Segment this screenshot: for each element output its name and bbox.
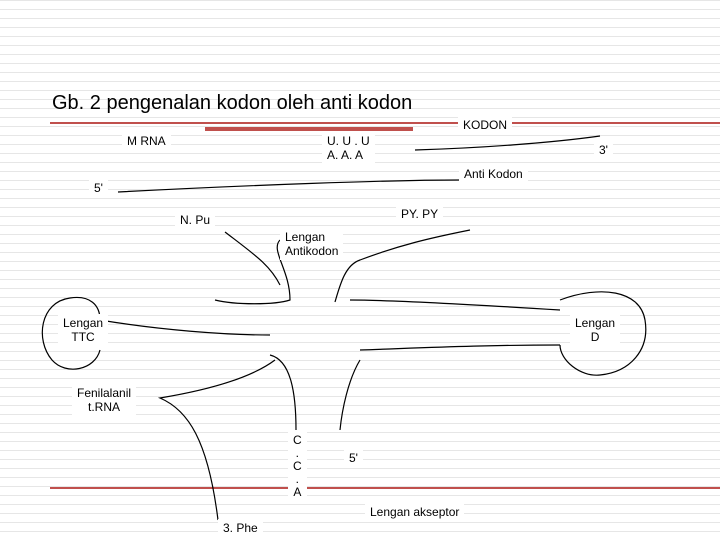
anti-kodon-label: Anti Kodon <box>459 165 528 183</box>
cca-dot2: . <box>295 472 299 486</box>
cca-sequence-label <box>288 432 307 501</box>
cca-c2: C <box>293 459 302 473</box>
trna-backbone-top <box>118 180 460 192</box>
phe-stem <box>160 360 275 520</box>
py-py-arc <box>335 230 470 302</box>
cca-a: A <box>293 485 302 499</box>
py-py-label: PY. PY <box>396 205 443 223</box>
lengan-antikodon-line2: Antikodon <box>285 244 339 258</box>
fenilalanil-line2: t.RNA <box>88 400 121 414</box>
acceptor-stem-left <box>270 355 296 430</box>
lengan-akseptor-label: Lengan akseptor <box>365 503 464 521</box>
fenilalanil-line1: Fenilalanil <box>77 386 132 400</box>
lengan-d-line2: D <box>590 330 600 344</box>
n-pu-arc <box>225 232 280 285</box>
mrna-label: M RNA <box>122 132 171 150</box>
lengan-antikodon-line1: Lengan <box>285 230 326 244</box>
three-phe-label: 3. Phe <box>218 519 263 537</box>
mrna-line <box>415 136 600 150</box>
cca-c1: C <box>293 433 302 447</box>
anticodon-loop <box>215 240 290 304</box>
upper-right-strand <box>350 300 560 310</box>
cca-dot1: . <box>295 446 299 460</box>
codon-label <box>322 132 375 164</box>
lengan-ttc-line1: Lengan <box>63 316 104 330</box>
n-pu-label: N. Pu <box>175 211 215 229</box>
slide-title: Gb. 2 pengenalan kodon oleh anti kodon <box>52 92 413 114</box>
right-connector <box>360 345 560 350</box>
lengan-ttc-label <box>58 314 108 346</box>
codon-bottom-text: A. A. A <box>327 148 364 162</box>
codon-top-text: U. U . U <box>327 134 370 148</box>
kodon-label: KODON <box>458 116 512 134</box>
lengan-ttc-line2: TTC <box>71 330 95 344</box>
lengan-antikodon-label <box>280 228 343 260</box>
lengan-d-line1: Lengan <box>575 316 616 330</box>
five-prime-left-label: 5' <box>89 179 108 197</box>
acceptor-stem-right <box>340 360 360 430</box>
five-prime-bottom-label: 5' <box>344 449 363 467</box>
left-connector <box>100 320 270 335</box>
lengan-d-label <box>570 314 620 346</box>
fenilalanil-trna-label <box>72 384 136 416</box>
three-prime-top-label: 3' <box>594 141 613 159</box>
